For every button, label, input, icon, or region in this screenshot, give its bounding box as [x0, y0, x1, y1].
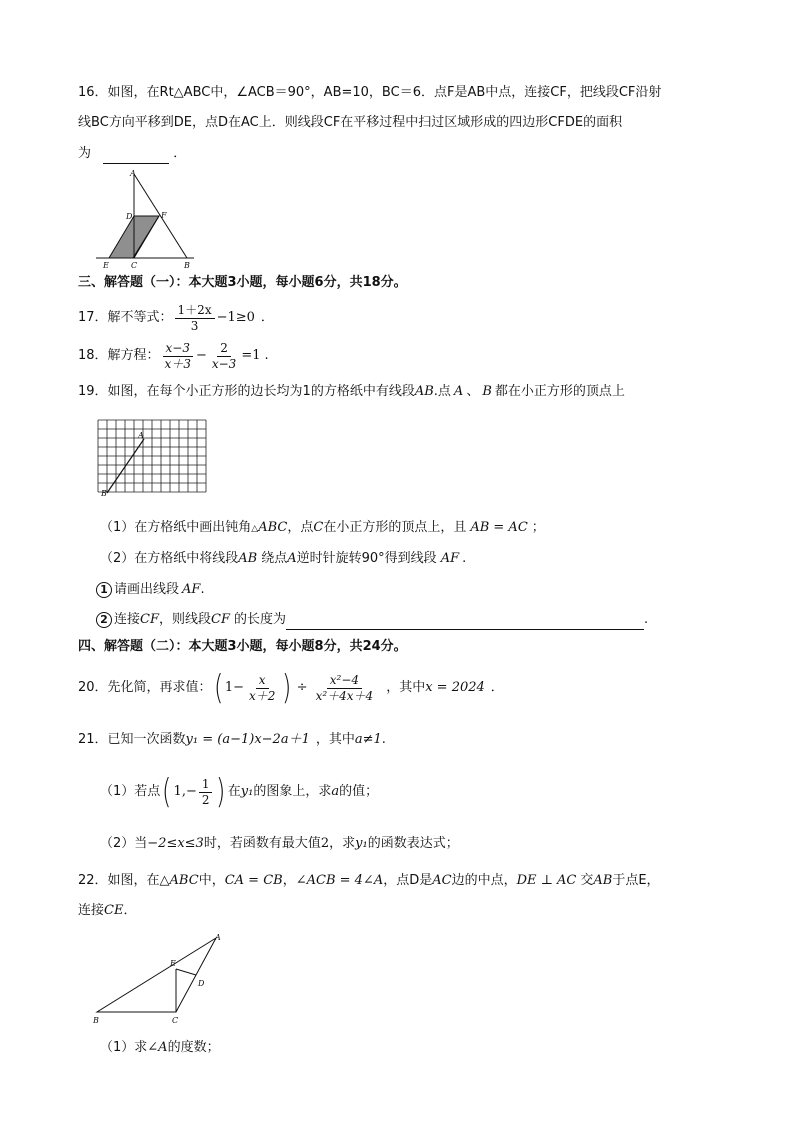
q22-p1-a: （1）求 [100, 1040, 148, 1055]
q19-p1-tri: △ [251, 524, 259, 534]
q21-right-paren: ) [216, 772, 226, 812]
q20 [78, 668, 504, 708]
q19-s2-c: 的长度为 [233, 612, 286, 627]
q21-p1-b: 在 [227, 784, 241, 799]
q19-s2-d: . [643, 612, 649, 627]
q22-figure [88, 930, 232, 1028]
q16-label-e: E [103, 261, 109, 270]
q19-p2-b: 绕点 [261, 551, 288, 566]
q21-p1-a-var: a [331, 784, 340, 799]
q19-p1-a: （1）在方格纸中画出钝角 [100, 520, 252, 535]
q21-p1-a: （1）若点 [100, 784, 161, 799]
q19-p2-c: 逆时针旋转90°得到线段 [296, 551, 437, 566]
q21-p2-b: 时，若函数有最大值 [203, 836, 321, 851]
q21-mid: ，其中 [315, 732, 355, 747]
q20-denominator-1: x＋2 [248, 688, 276, 703]
q20-left-paren: ( [213, 668, 223, 708]
q19-p1-d: 在小正方形的顶点上，且 [323, 520, 467, 535]
q19-sub-1-mark: 1 [96, 582, 112, 598]
q21-p1-d: 的值； [339, 784, 379, 799]
q19-pt-a: A [453, 384, 464, 399]
q19-p1-abc: ABC [258, 520, 288, 535]
q20-numerator-2: x²−4 [327, 673, 362, 689]
q16-line2: 线BC方向平移到DE，点D在AC上．则线段CF在平移过程中扫过区域形成的四边形CFDE的面积 [78, 115, 623, 130]
q16-figure [92, 168, 202, 272]
q22-line2 [78, 901, 136, 921]
q19-ab: AB [414, 384, 434, 399]
q22-l1-d: ，点D是 [383, 873, 433, 888]
q22-l1-ab: AB [593, 873, 613, 888]
q22-l2-ce: CE [104, 903, 124, 918]
q20-right-paren: ) [282, 668, 292, 708]
q22-l2-b: ． [123, 903, 137, 918]
q19-p2-a-pt: A [287, 551, 297, 566]
q20-one: 1− [224, 680, 244, 695]
q18-minus: − [195, 348, 207, 363]
q19-p1-c: C [313, 520, 324, 535]
q20-numerator-1: x [256, 673, 269, 689]
q21-numerator: 1 [199, 777, 213, 793]
q19-p1-eq: AB = AC [470, 520, 528, 535]
q21-p2-a: （2）当 [100, 836, 148, 851]
q22-part-1 [100, 1038, 220, 1058]
q22-l1-tri: △ABC [159, 873, 199, 888]
q19-s2-cf: CF [140, 612, 159, 627]
q22-label-b: B [93, 1016, 99, 1025]
q18-prefix: 18．解方程： [78, 348, 160, 363]
q19-p1-b: ，点 [287, 520, 314, 535]
q16-line1: 16．如图，在Rt△ABC中，∠ACB＝90°，AB=10，BC＝6．点F是AB中点，连接CF，把线段CF沿射 [78, 85, 662, 100]
section-3-heading: 三、解答题（一）：本大题3小题，每小题6分，共18分。 [78, 275, 407, 290]
q22-l1-c: ， [282, 873, 296, 888]
q17-fraction [175, 303, 215, 334]
q19-part-2 [100, 549, 466, 569]
q21-p1-y: y₁ [240, 784, 254, 799]
q19-s1-b: . [200, 582, 205, 597]
q19-p2-d: . [462, 551, 467, 566]
q16-label-b: B [184, 261, 190, 270]
q19-s2-cf2: CF [211, 612, 230, 627]
q19-s2-a: 连接 [114, 612, 141, 627]
q19-p2-af: AF [440, 551, 460, 566]
q18-fraction-2 [209, 341, 239, 372]
q18-fraction-1 [162, 341, 194, 372]
q17-denominator: 3 [190, 318, 199, 333]
q19-stem [78, 382, 625, 402]
q18-numerator-1: x−3 [163, 341, 193, 357]
section-4-heading: 四、解答题（二）：本大题3小题，每小题8分，共24分。 [78, 639, 407, 654]
q22-l2-a: 连接 [78, 903, 105, 918]
q21-p1-c: 的图象上，求 [253, 784, 332, 799]
q20-denominator-2: x²＋4x＋4 [315, 688, 374, 703]
q19-part-1 [100, 518, 545, 539]
q22-l1-g: 于点E， [612, 873, 660, 888]
q20-div: ÷ [296, 680, 308, 695]
q18-denominator-2: x−3 [211, 356, 237, 371]
q22-l1-b: 中， [198, 873, 225, 888]
q21-p2-2: 2 [320, 836, 330, 851]
q16-line3 [78, 144, 186, 164]
q20-fraction-2 [313, 673, 377, 704]
q19-label-b: B [101, 489, 107, 498]
q21-p2-y: y₁ [355, 836, 368, 851]
q16-label-c: C [131, 261, 138, 270]
q19-pt-b: B [482, 384, 492, 399]
q19-grid-figure[interactable] [96, 416, 208, 502]
q18-numerator-2: 2 [217, 341, 231, 357]
q21-expr: y₁ = (a−1)x−2a＋1 [185, 732, 310, 747]
q21-left-paren: ( [162, 772, 172, 812]
q16-label-f: F [161, 211, 167, 220]
q22-line1 [78, 871, 660, 891]
q22-p1-ang: ∠A [147, 1040, 168, 1055]
q16-suffix: ． [173, 146, 187, 161]
q19-stem3: 都在小正方形的顶点上 [494, 384, 625, 399]
q22-label-e: E [170, 959, 176, 968]
q17-rest: −1≥0 [216, 310, 255, 325]
q19-p1-e: ； [531, 520, 545, 535]
q16-label-a: A [130, 169, 136, 178]
q19-label-a: A [138, 431, 144, 440]
q16-answer-blank[interactable] [103, 147, 169, 164]
q19-sub-1 [96, 580, 205, 600]
q17-end: ． [260, 310, 274, 325]
q20-mid: ，其中 [386, 680, 426, 695]
q20-xval: x = 2024 [425, 680, 485, 695]
q21-stem [78, 730, 386, 750]
q19-answer-blank[interactable] [286, 613, 644, 630]
q19-grid-lines [98, 420, 206, 492]
q21-part-1 [100, 772, 378, 812]
q22-seg-de [176, 969, 196, 975]
q19-sub-2 [96, 610, 648, 630]
q21-p2-range: −2≤x≤3 [147, 836, 204, 851]
q21-p1-pt: 1,− [173, 784, 197, 799]
q22-l1-perp: DE ⊥ AC [516, 873, 577, 888]
q17-numerator: 1＋2x [175, 303, 215, 319]
q21-end: . [381, 732, 386, 747]
q21-prefix: 21．已知一次函数 [78, 732, 186, 747]
q17 [78, 300, 274, 336]
q20-end: ． [490, 680, 504, 695]
q19-s1-a: 请画出线段 [114, 582, 180, 597]
q22-l1-e: 边的中点， [451, 873, 517, 888]
q16-label-d: D [126, 212, 133, 221]
q18-end: . [264, 348, 269, 363]
q18 [78, 338, 269, 374]
q20-prefix: 20．先化简，再求值： [78, 680, 212, 695]
q19-stem2: .点 [433, 384, 451, 399]
q22-l1-f: 交 [580, 873, 594, 888]
q22-p1-b: 的度数； [167, 1040, 220, 1055]
q21-cond: a≠1 [354, 732, 382, 747]
q21-p2-c: ，求 [329, 836, 356, 851]
q22-triangle-abc [97, 938, 216, 1012]
q22-l1-eq2: ∠ACB = 4∠A [295, 873, 384, 888]
q19-stem-text: 19．如图，在每个小正方形的边长均为1的方格纸中有线段 [78, 384, 415, 399]
q22-label-a: A [215, 933, 221, 942]
q22-l1-ac: AC [432, 873, 452, 888]
q16-prefix: 为 [78, 146, 92, 161]
q18-rest: =1 [241, 348, 261, 363]
q22-l1-a: 22．如图，在 [78, 873, 160, 888]
q19-s2-b: ，则线段 [158, 612, 211, 627]
q18-denominator-1: x＋3 [164, 356, 191, 371]
q19-p2-a: （2）在方格纸中将线段 [100, 551, 239, 566]
q22-l1-eq1: CA = CB [224, 873, 283, 888]
q21-p2-d: 的函数表达式； [367, 836, 459, 851]
q21-part-2 [100, 834, 459, 854]
q21-fraction [199, 777, 213, 808]
q22-label-d: D [198, 979, 205, 988]
q22-label-c: C [172, 1016, 179, 1025]
q21-denominator: 2 [201, 792, 210, 807]
q19-sep: 、 [466, 384, 480, 399]
q17-prefix: 17．解不等式： [78, 310, 173, 325]
q19-sub-2-mark: 2 [96, 612, 112, 628]
q20-fraction-1 [246, 673, 278, 704]
q19-s1-af: AF [182, 582, 201, 597]
q19-p2-ab: AB [238, 551, 258, 566]
